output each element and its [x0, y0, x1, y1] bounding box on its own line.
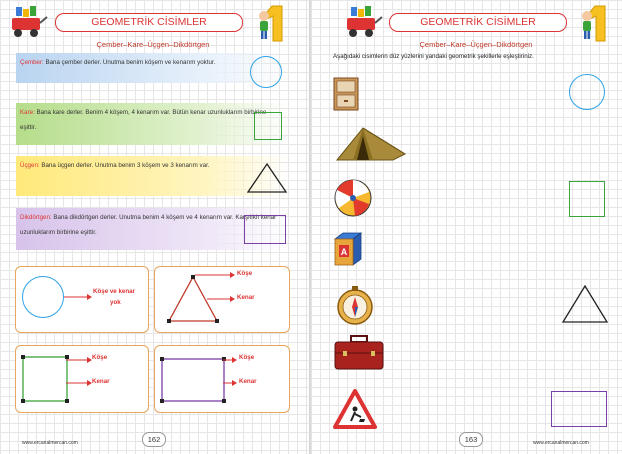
drawer-cabinet-icon [333, 77, 359, 111]
toy-wagon-icon [343, 3, 383, 39]
svg-text:A: A [340, 247, 348, 257]
compass-icon [333, 283, 379, 327]
rectangle-corner-label: Köşe [239, 354, 255, 361]
page-subtitle: Çember–Kare–Üçgen–Dikdörtgen [96, 40, 210, 49]
match-rectangle-shape [551, 391, 607, 427]
circle-term: Çember: [20, 59, 44, 66]
rectangle-shape [244, 215, 286, 244]
corner-arrow-icon [66, 356, 92, 364]
square-shape [254, 112, 282, 140]
triangle-term: Üçgen: [20, 162, 40, 169]
card-rectangle-shape [159, 356, 227, 404]
right-page [311, 0, 622, 454]
circle-label-line1: Köşe ve kenar [93, 288, 135, 295]
corner-arrow-icon [223, 356, 237, 364]
rectangle-text: Bana dikdörtgen derler. Unutma benim 4 köşem ve 4 kenarım var. Karşılıklı kenar uzunluklarım birbirine eşittir. [20, 214, 277, 236]
match-circle-shape [569, 74, 605, 110]
instruction-text: Aşağıdaki cisimlerin düz yüzlerini yandaki geometrik şekillerle eşleştiriniz. [333, 53, 534, 60]
circle-description [16, 53, 288, 83]
square-corner-label: Köşe [92, 354, 108, 361]
footer-url: www.ercanalmercan.com [22, 440, 78, 446]
footer-url: www.ercanalmercan.com [533, 440, 589, 446]
square-text: Bana kare derler. Benim 4 köşem, 4 kenarım var. Bütün kenar uzunluklarım birbirine eşittir. [20, 109, 267, 131]
suitcase-icon [333, 335, 385, 371]
square-card [15, 345, 149, 413]
match-square-shape [569, 181, 605, 217]
number-one-kid-icon [579, 3, 613, 43]
circle-label-line2: yok [110, 299, 121, 306]
page-number: 163 [459, 432, 483, 447]
rectangle-card [154, 345, 290, 413]
page-title: GEOMETRİK CİSİMLER [55, 13, 243, 32]
toy-wagon-icon [8, 3, 48, 39]
triangle-shape [246, 162, 288, 194]
circle-shape [250, 56, 282, 88]
number-one-kid-icon [256, 3, 290, 43]
triangle-corner-label: Köşe [237, 270, 253, 277]
card-circle-shape [22, 276, 64, 318]
tent-icon [333, 124, 409, 162]
card-square-shape [20, 354, 70, 404]
edge-arrow-icon [207, 295, 235, 303]
beach-ball-icon [333, 178, 373, 218]
triangle-edge-label: Kenar [237, 294, 255, 301]
match-triangle-shape [561, 284, 609, 324]
square-edge-label: Kenar [92, 378, 110, 385]
page-subtitle: Çember–Kare–Üçgen–Dikdörtgen [419, 40, 533, 49]
triangle-text: Bana üçgen derler. Unutma benim 3 köşem ve 3 kenarım var. [41, 162, 210, 169]
edge-arrow-icon [66, 379, 92, 387]
arrow-icon [64, 293, 92, 301]
corner-arrow-icon [195, 271, 235, 279]
rectangle-edge-label: Kenar [239, 378, 257, 385]
circle-text: Bana çember derler. Unutma benim köşem ve kenarım yoktur. [45, 59, 216, 66]
circle-card [15, 266, 149, 333]
edge-arrow-icon [223, 379, 237, 387]
square-term: Kare: [20, 109, 35, 116]
triangle-card [154, 266, 290, 333]
page-title: GEOMETRİK CİSİMLER [389, 13, 567, 32]
rectangle-term: Dikdörtgen: [20, 214, 52, 221]
square-description [16, 103, 288, 145]
road-sign-icon [333, 389, 377, 429]
toy-block-icon [333, 231, 363, 267]
page-number: 162 [142, 432, 166, 447]
